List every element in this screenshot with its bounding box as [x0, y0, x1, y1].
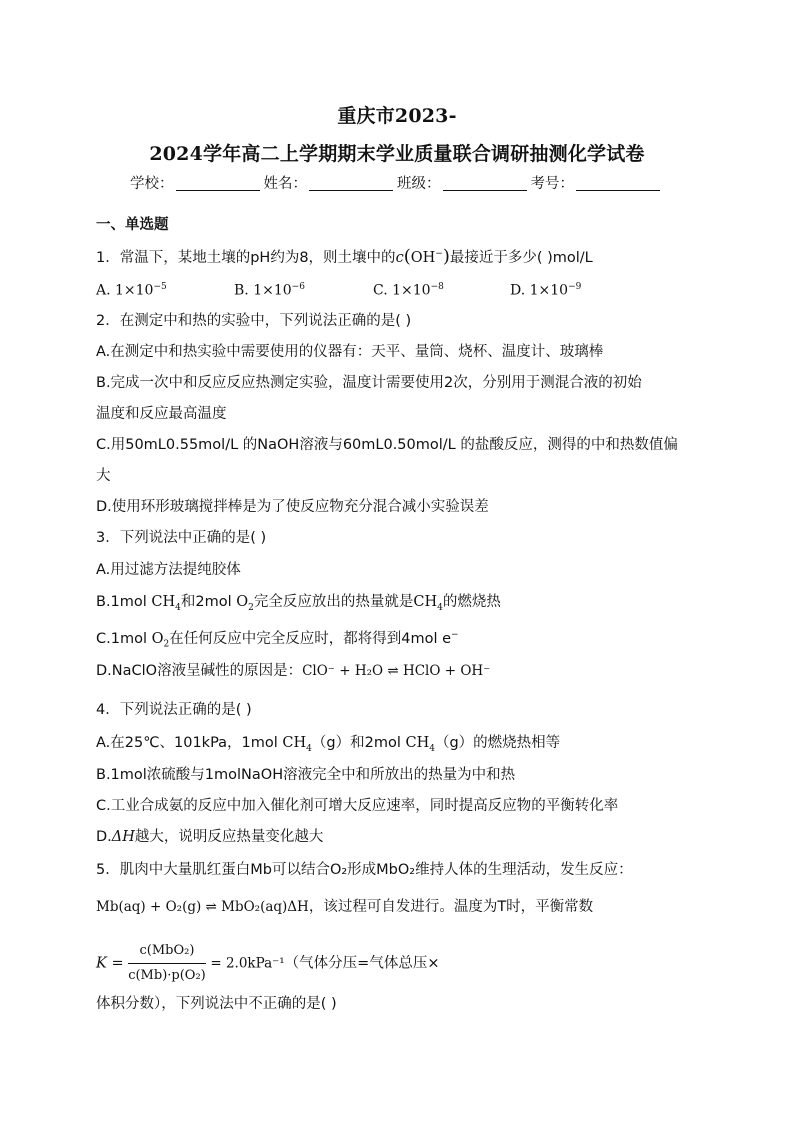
text: 的燃烧热 — [442, 594, 501, 610]
q1-c-symbol: c — [395, 249, 404, 266]
text: D. — [96, 829, 112, 845]
option-base: 1×10 — [253, 282, 292, 299]
student-info-row — [0, 172, 794, 193]
subscript: 4 — [175, 602, 181, 613]
q3-option-c[interactable] — [96, 625, 698, 655]
q5-stem-line1: 5．肌肉中大量肌红蛋白Mb可以结合O₂形成MbO₂维持人体的生理活动，发生反应： — [96, 862, 633, 878]
text: （g）的燃烧热相等 — [434, 735, 561, 751]
text: B.1mol — [96, 594, 152, 610]
text: C.1mol — [96, 630, 152, 647]
subscript: 2 — [248, 602, 254, 613]
name-label: 姓名： — [263, 176, 307, 192]
text: 在任何反应中完全反应时，都将得到4mol e — [169, 630, 451, 647]
q2-option-d[interactable]: D.使用环形玻璃搅拌棒是为了使反应物充分混合减小实验误差 — [96, 499, 489, 515]
text: A.在25℃、101kPa，1mol — [96, 735, 283, 751]
q2-option-c-line1[interactable]: C.用50mL0.55mol/L 的NaOH溶液与60mL0.50mol/L 的盐酸反应，测得的中和热数值偏 — [96, 437, 678, 453]
k-fraction — [128, 940, 206, 987]
k-denominator: c(Mb)·p(O₂) — [128, 968, 206, 983]
q4-stem: 4．下列说法正确的是( ) — [96, 702, 252, 718]
text: 越大，说明反应热量变化越大 — [134, 829, 324, 845]
q1-option-b[interactable] — [234, 282, 305, 299]
option-label: D. — [510, 282, 526, 299]
section-heading: 一、单选题 — [96, 217, 169, 233]
text: ，该过程可自发进行。温度为T时，平衡常数 — [308, 899, 594, 915]
q2-stem: 2．在测定中和热的实验中，下列说法正确的是( ) — [96, 313, 412, 329]
q5-stem-line2 — [96, 897, 698, 917]
class-blank[interactable] — [443, 176, 527, 191]
q1-option-c[interactable] — [373, 282, 444, 299]
formula-ch4: CH — [405, 735, 430, 751]
q1-stem-text: 1．常温下，某地土壤的pH约为8，则土壤中的 — [96, 249, 396, 266]
formula-ch4: CH — [413, 594, 438, 610]
k-numerator: c(MbO₂) — [128, 940, 206, 964]
q4-option-a[interactable] — [96, 733, 698, 759]
option-base: 1×10 — [529, 282, 569, 299]
option-exp: −8 — [430, 282, 444, 292]
q3-option-a[interactable]: A.用过滤方法提纯胶体 — [96, 562, 241, 578]
q4-option-c[interactable]: C.工业合成氨的反应中加入催化剂可增大反应速率，同时提高反应物的平衡转化率 — [96, 798, 619, 814]
text: 和2mol — [180, 594, 237, 610]
option-base: 1×10 — [392, 282, 431, 299]
q3-option-d[interactable] — [96, 661, 698, 681]
text: （气体分压=气体总压× — [284, 955, 440, 972]
q1-oh: OH — [410, 249, 436, 266]
q1-option-a[interactable] — [96, 282, 167, 299]
formula-o2: O — [236, 594, 249, 610]
formula-o2: O — [151, 630, 164, 647]
q1-stem-tail: 最接近于多少( )mol/L — [449, 249, 593, 266]
option-label: C. — [373, 282, 388, 299]
q2-option-b-line2: 温度和反应最高温度 — [96, 406, 227, 422]
q4-option-d[interactable] — [96, 827, 698, 847]
q1-paren-open: ( — [403, 245, 411, 267]
exam-title-line2: 2024学年高二上学期期末学业质量联合调研抽测化学试卷 — [149, 143, 645, 165]
q2-option-b-line1[interactable]: B.完成一次中和反应反应热测定实验，温度计需要使用2次，分别用于测混合液的初始 — [96, 375, 642, 391]
school-blank[interactable] — [176, 176, 260, 191]
subscript: 4 — [306, 743, 312, 754]
q1-paren-close: ) — [442, 245, 450, 267]
subscript: 2 — [163, 639, 170, 650]
formula-ch4: CH — [151, 594, 176, 610]
q5-equation: Mb(aq) + O₂(g) ⇌ MbO₂(aq)ΔH — [96, 899, 309, 915]
option-label: B. — [234, 282, 249, 299]
exam-no-blank[interactable] — [576, 176, 660, 191]
school-label: 学校： — [130, 176, 174, 192]
text: D.NaClO溶液呈碱性的原因是： — [96, 663, 303, 679]
q1-oh-charge: − — [435, 249, 443, 259]
q1-option-d[interactable] — [510, 282, 581, 299]
k-symbol: K = — [96, 955, 124, 972]
charge: − — [451, 630, 459, 640]
name-blank[interactable] — [309, 176, 393, 191]
option-exp: −9 — [568, 282, 582, 292]
class-label: 班级： — [397, 176, 441, 192]
k-value: = 2.0kPa⁻¹ — [210, 955, 285, 972]
q5-stem-line3: 体积分数），下列说法中不正确的是( ) — [96, 996, 337, 1012]
q2-option-c-line2: 大 — [96, 468, 111, 484]
text: 完全反应放出的热量就是 — [253, 594, 414, 610]
exam-title-line1: 重庆市2023- — [337, 105, 457, 127]
formula-ch4: CH — [282, 735, 307, 751]
option-exp: −6 — [291, 282, 305, 292]
ionic-equation: ClO⁻ + H₂O ⇌ HClO + OH⁻ — [302, 663, 491, 679]
q5-k-expression — [96, 940, 698, 987]
q1-stem — [96, 244, 698, 268]
exam-no-label: 考号： — [530, 176, 574, 192]
text: （g）和2mol — [311, 735, 406, 751]
option-exp: −5 — [153, 282, 167, 292]
delta-h: ΔH — [111, 829, 135, 845]
q2-option-a[interactable]: A.在测定中和热实验中需要使用的仪器有：天平、量筒、烧杯、温度计、玻璃棒 — [96, 344, 604, 360]
option-base: 1×10 — [115, 282, 154, 299]
q4-option-b[interactable]: B.1mol浓硫酸与1molNaOH溶液完全中和所放出的热量为中和热 — [96, 767, 516, 783]
subscript: 4 — [437, 602, 443, 613]
q3-option-b[interactable] — [96, 592, 698, 618]
q3-stem: 3．下列说法中正确的是( ) — [96, 530, 267, 546]
subscript: 4 — [429, 743, 435, 754]
option-label: A. — [96, 282, 111, 299]
